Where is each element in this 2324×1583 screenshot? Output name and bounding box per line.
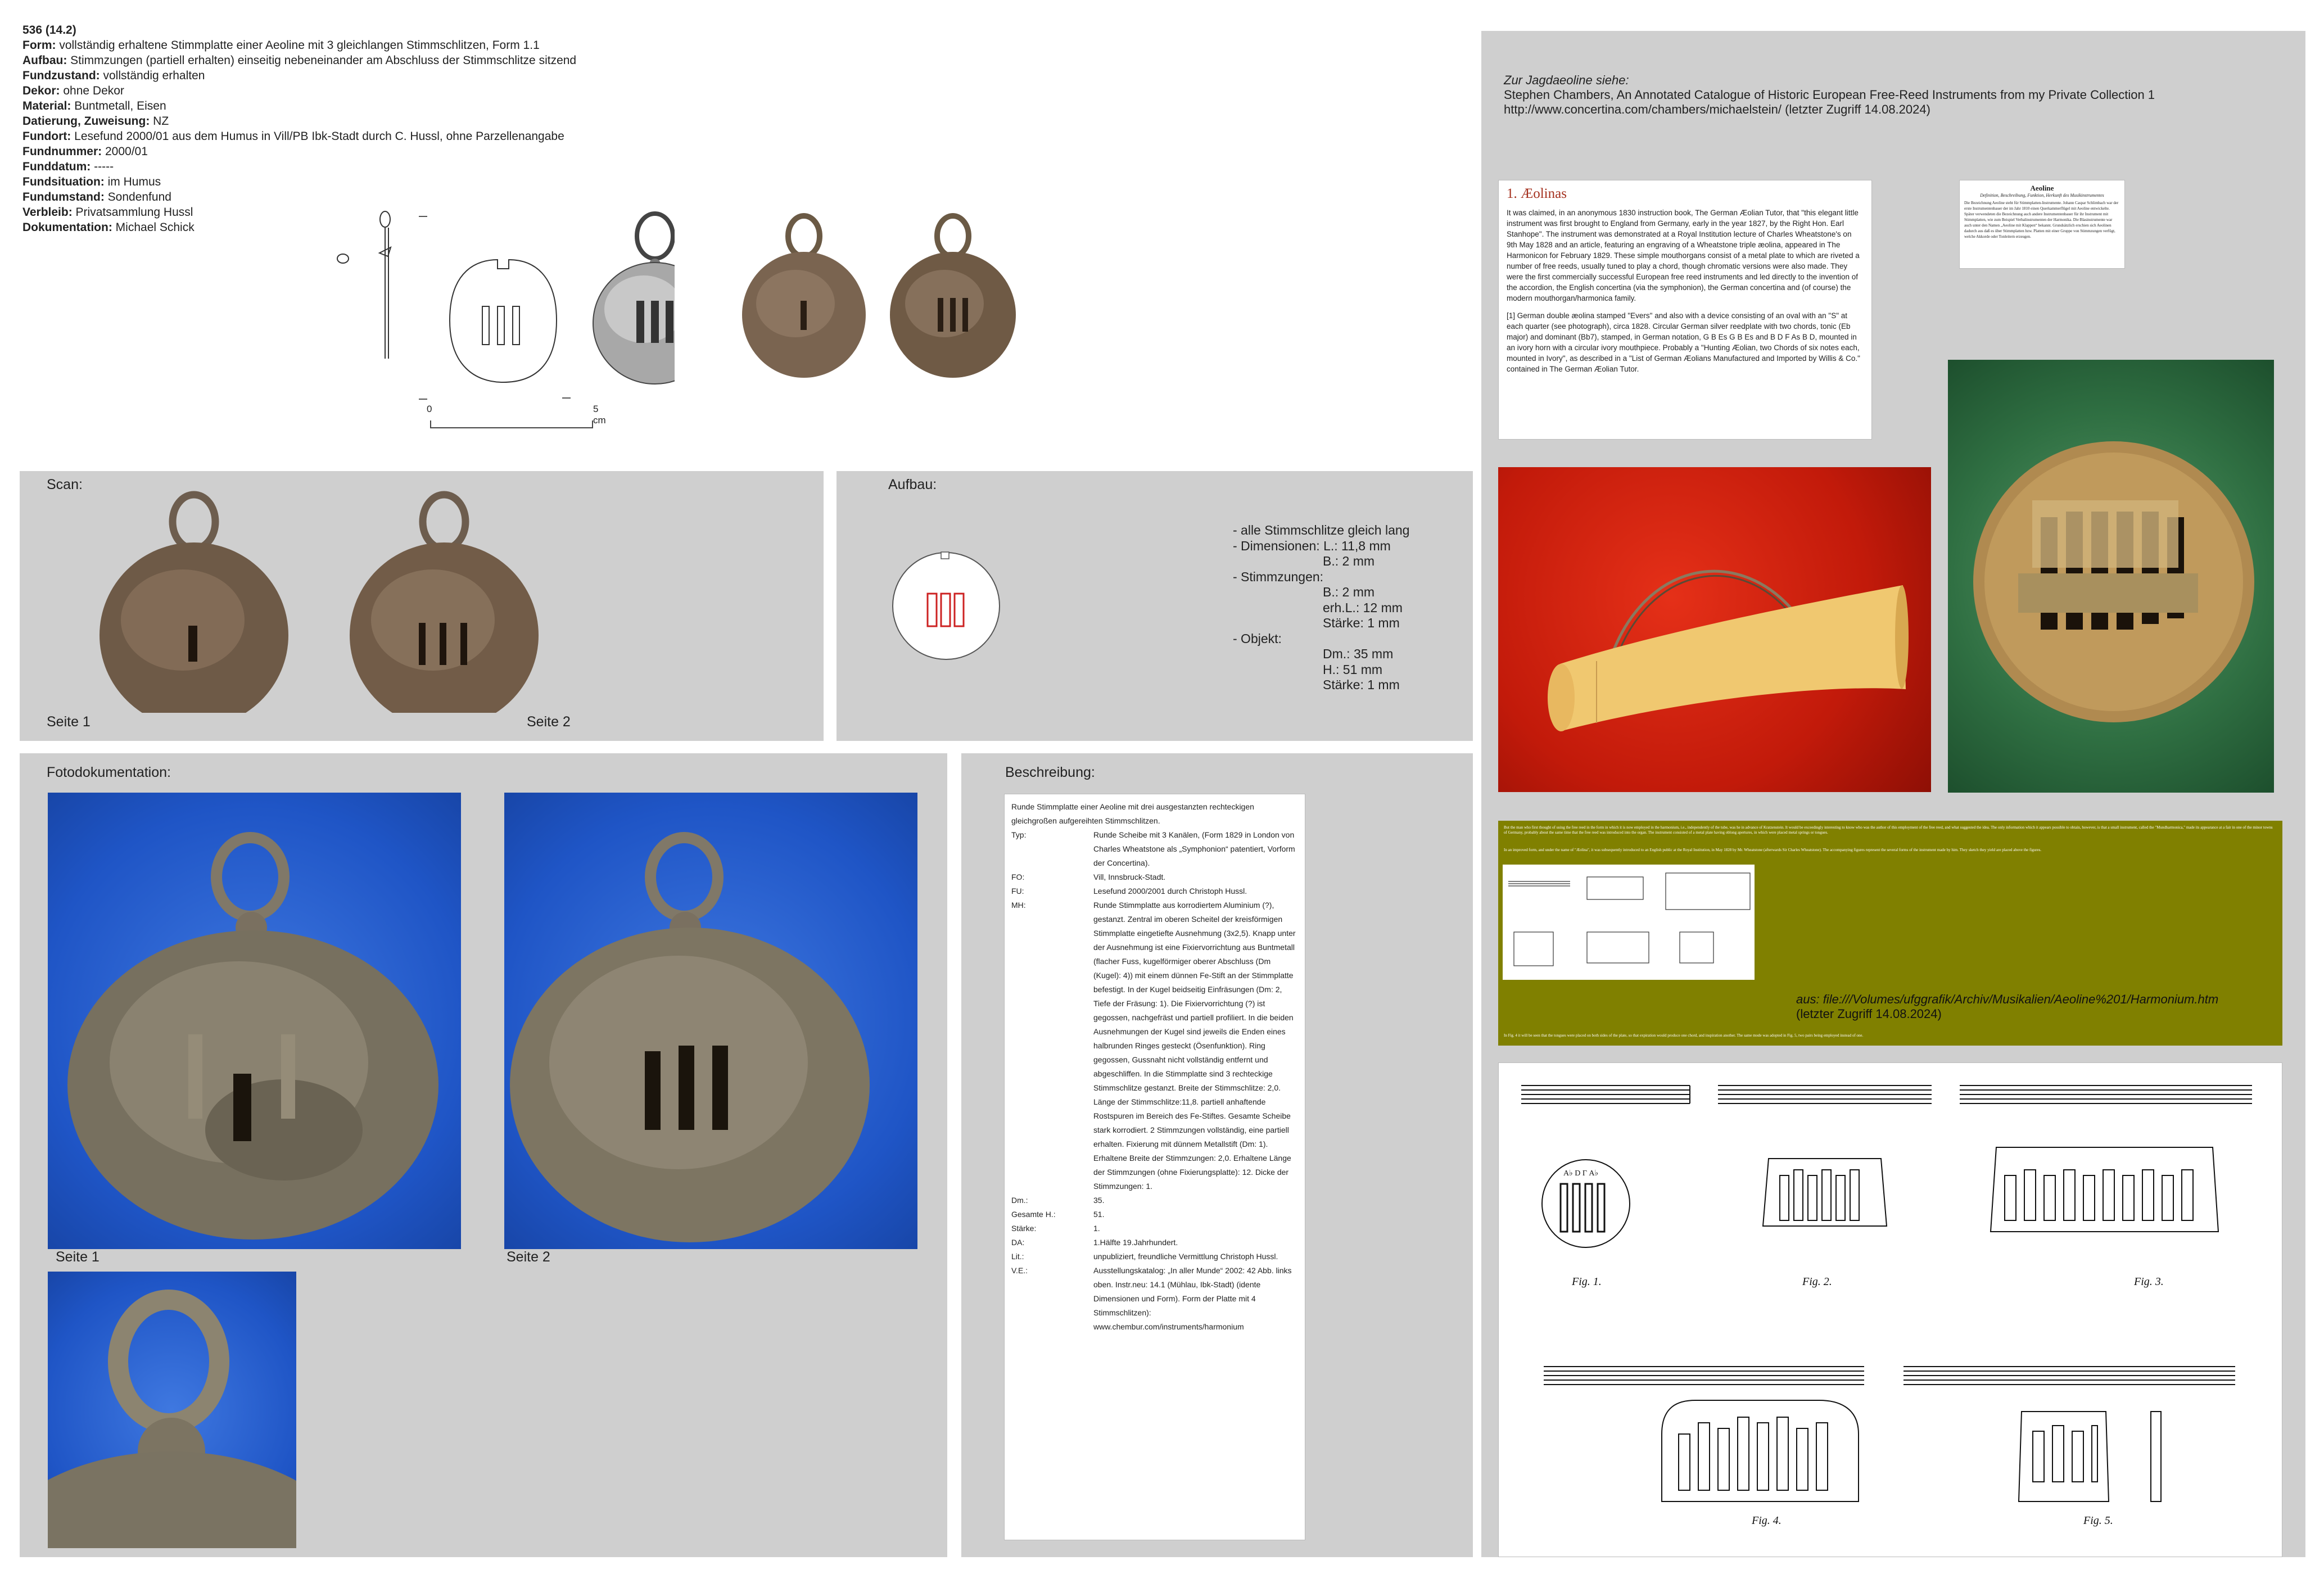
metadata-key: Material:: [22, 99, 75, 112]
harmonium-source-date: (letzter Zugriff 14.08.2024): [1796, 1007, 1942, 1021]
metadata-key: Funddatum:: [22, 160, 94, 173]
staff-5: [1903, 1367, 2235, 1385]
description-key: Dm.:: [1011, 1196, 1028, 1205]
figures-svg: [1499, 1063, 2283, 1558]
fig-4-drawing: [1662, 1400, 1859, 1501]
metadata-value: Stimmzungen (partiell erhalten) einseitig nebeneinander am Abschluss der Stimmschlitze sitzend: [70, 54, 577, 67]
metadata-key: Form:: [22, 39, 60, 52]
description-row: [1011, 1207, 1298, 1222]
description-value: 51.: [1093, 1210, 1105, 1219]
harmonium-excerpt: [1498, 821, 2282, 1046]
foto-side-2: Seite 2: [507, 1249, 550, 1265]
reference-heading: Zur Jagdaeoline siehe:: [1504, 73, 1629, 87]
harmonium-figures: [1503, 865, 1755, 980]
metadata-key: Fundnummer:: [22, 145, 105, 158]
description-row: [1011, 1236, 1298, 1250]
staff-1: [1521, 1086, 1690, 1103]
right-panel: [1481, 31, 2305, 1557]
aufbau-line: - alle Stimmschlitze gleich lang: [1233, 523, 1410, 537]
profile-drawing: [337, 211, 391, 359]
metadata-value: Lesefund 2000/01 aus dem Humus in Vill/PB Ibk-Stadt durch C. Hussl, ohne Parzellenangabe: [74, 130, 564, 143]
fig-2-drawing: [1763, 1159, 1887, 1226]
definition-body: Die Bezeichnung Aeoline steht für Stimmplatten-Instrumente. Johann Caspar Schlimbach war der erste Instrumentenbauer der im Jahr 1810 einen Querkammerflügel mit Aeoline entwickelte. Später verwendeten die Bezeichnung auch andere Instrumentenbauer für ihr Instrument mit Stimmplatten, wie zum Beispiel Verbalinstrumenten der Harmonika. Die Blasinstrumente war auch unter den Namen „Aeoline mit Klappen“ bekannt. Grundsätzlich erschien sich Aeolinen dadurch aus daß es über Stimmplatten bzw. Platten mit einer Gruppe von Stimmzungen verfügt, welche Akkorde oder Tonleitern erzeugen.: [1964, 201, 2119, 239]
photo-side-2: [504, 793, 917, 1249]
description-key: V.E.:: [1011, 1266, 1028, 1275]
metadata-value: Buntmetall, Eisen: [74, 99, 166, 112]
description-value: Ausstellungskatalog: „In aller Munde“ 2002: 42 Abb. links oben. Instr.neu: 14.1 (Mühlau, Ibk-Stadt) (idente Dimensionen und Form). Form der Platte mit 4 Stimmschlitzen): www.chembur.com/instruments/harmonium: [1093, 1266, 1292, 1331]
beschreibung-label: Beschreibung:: [1005, 765, 1095, 780]
description-row: [1011, 898, 1298, 1193]
beschreibung-card: [1004, 794, 1305, 1540]
description-row: [1011, 828, 1298, 870]
reference-url[interactable]: http://www.concertina.com/chambers/michaelstein/ (letzter Zugriff 14.08.2024): [1504, 102, 1930, 116]
description-value: 1.Hälfte 19.Jahrhundert.: [1093, 1238, 1178, 1247]
scale-bar: [427, 404, 610, 433]
scan-side-2: Seite 2: [527, 714, 571, 730]
metadata-key: Fundzustand:: [22, 69, 103, 82]
scan-coin-1: [100, 495, 288, 713]
description-key: FO:: [1011, 872, 1025, 881]
metadata-value: Michael Schick: [115, 221, 195, 234]
metadata-value: ohne Dekor: [63, 84, 124, 97]
drawings-strip: [326, 180, 675, 427]
description-key: Gesamte H.:: [1011, 1210, 1056, 1219]
photo-ivory-horn: [1498, 467, 1931, 792]
description-value: Runde Stimmplatte aus korrodiertem Aluminium (?), gestanzt. Zentral im oberen Scheitel der kreisförmigen Stimmplatte eingetiefte Ausnehmung (3x2,5). Knapp unter der Ausnehmung ist eine Fixiervorrichtung aus Buntmetall (flacher Fuss, kugelförmiger oberer Abschluss (Dm (Kugel): 4)) mit einem dünnen Fe-Stift an der Stimmplatte befestigt. In der Kugel beidseitig Einfräsungen (Dm: 2, Tiefe der Fräsung: 1). Die Fixiervorrichtung (?) ist gegossen, nachgefräst und partiell profiliert. In die beiden Ausnehmungen der Kugel sind jeweils die Enden eines halbrunden Ringes gesteckt (Ösenfunktion). Ring gegossen, Gussnaht nicht vollständig entfernt und abgeschliffen. In die Stimmplatte sind 3 rechteckige Stimmschlitze gestanzt. Breite der Stimmschlitze: 2,0. Länge der Stimmschlitze:11,8. partiell anhaftende Rostspuren im Bereich des Fe-Stiftes. Gesamte Scheibe stark korrodiert. 2 Stimmzungen vollständig, eine partiell erhalten. Fixierung mit dünnem Metallstift (Dm: 1). Erhaltene Breite der Stimmzungen: 2,0. Erhaltene Länge der Stimmzungen (ohne Fixierungsplatte): 12. Dicke der Stimmzungen: 1.: [1093, 901, 1296, 1191]
beschreibung-panel: [961, 753, 1473, 1557]
beschreibung-rows: [1011, 828, 1298, 1334]
metadata-key: Dokumentation:: [22, 221, 116, 234]
aufbau-line: Stärke: 1 mm: [1323, 677, 1400, 692]
description-row: [1011, 870, 1298, 884]
aeolinas-paragraph-1: It was claimed, in an anonymous 1830 instruction book, The German Æolian Tutor, that "this elegant little instrument was first brought to England from Germany, early in the year 1827, by the Right Hon. Earl Stanhope". The instrument was demonstrated at a Royal Institution lecture of Charles Wheatstone's on 9th May 1828 and an article, featuring an engraving of a Wheatstone triple æolina, appeared in The Harmonicon for February 1829. These simple mouthorgans consist of a metal plate to which are riveted a number of free reeds, usually tuned to play a chord, though chromatic versions were also made. They were the first commercially successful European free reed instruments and led directly to the invention of the accordion, the English concertina (via the symphonion), the German concertina and (of course) the modern mouthorgan/harmonica family.: [1507, 209, 1860, 302]
aeolinas-title: 1. Æolinas: [1507, 186, 1567, 201]
definition-title: Aeoline: [2030, 184, 2054, 192]
foto-panel: [20, 753, 947, 1557]
aufbau-line: Stärke: 1 mm: [1323, 616, 1400, 630]
fig-4-caption: Fig. 4.: [1752, 1514, 1782, 1527]
description-row: [1011, 1193, 1298, 1207]
description-value: 1.: [1093, 1224, 1100, 1233]
top-photo-coin-2: [890, 216, 1016, 378]
top-photo-coin-1: [742, 216, 866, 378]
aufbau-line: H.: 51 mm: [1323, 662, 1383, 677]
metadata-row: [22, 83, 669, 98]
metadata-value: Sondenfund: [107, 191, 171, 203]
description-key: FU:: [1011, 887, 1024, 895]
fig-1-letters: A♭ D Γ A♭: [1563, 1169, 1599, 1178]
aufbau-label: Aufbau:: [888, 477, 937, 492]
aufbau-line: erh.L.: 12 mm: [1323, 600, 1403, 615]
top-photos: [742, 208, 1034, 394]
staff-4: [1544, 1367, 1864, 1385]
aeoline-definition: [1959, 180, 2125, 269]
aufbau-line: - Stimmzungen:: [1233, 569, 1324, 584]
metadata-value: im Humus: [107, 175, 161, 188]
outline-drawing: [450, 260, 557, 382]
aeolinas-excerpt: [1498, 180, 1872, 440]
photo-detail: [48, 1272, 296, 1548]
aufbau-line: - Objekt:: [1233, 631, 1282, 646]
description-value: unpubliziert, freundliche Vermittlung Christoph Hussl.: [1093, 1252, 1278, 1261]
scan-coin-2: [350, 495, 539, 713]
metadata-row: [22, 53, 669, 68]
metadata-value: NZ: [153, 115, 169, 128]
description-key: Stärke:: [1011, 1224, 1037, 1233]
reference-block: [1504, 73, 2155, 117]
description-value: Lesefund 2000/2001 durch Christoph Hussl.: [1093, 887, 1247, 895]
fig-2-caption: Fig. 2.: [1802, 1276, 1832, 1288]
metadata-value: 2000/01: [105, 145, 148, 158]
definition-subtitle: Definition, Beschreibung, Funktion, Herkunft des Musikinstrumentes: [1980, 193, 2104, 198]
metadata-value: vollständig erhaltene Stimmplatte einer Aeoline mit 3 gleichlangen Stimmschlitzen, Form 1.1: [59, 39, 540, 52]
scan-images: [87, 488, 649, 713]
scan-label: Scan:: [47, 477, 83, 492]
metadata-row: [22, 38, 669, 53]
aufbau-panel: [837, 471, 1473, 741]
aufbau-line: Dm.: 35 mm: [1323, 646, 1394, 661]
harmonium-source-url[interactable]: aus: file:///Volumes/ufggrafik/Archiv/Musikalien/Aeoline%201/Harmonium.htm: [1796, 992, 2219, 1006]
description-value: 35.: [1093, 1196, 1105, 1205]
description-row: [1011, 884, 1298, 898]
description-row: [1011, 1222, 1298, 1236]
beschreibung-intro: Runde Stimmplatte einer Aeoline mit drei ausgestanzten rechteckigen gleichgroßen aufgereihten Stimmschlitzen.: [1011, 802, 1254, 825]
scan-panel: [20, 471, 824, 741]
foto-label: Fotodokumentation:: [47, 765, 171, 780]
aufbau-diagram: [887, 550, 1011, 662]
metadata-row: [22, 114, 669, 129]
description-key: Typ:: [1011, 830, 1027, 839]
harmonium-source: [1796, 992, 2218, 1007]
reference-line: Stephen Chambers, An Annotated Catalogue of Historic European Free-Reed Instruments from my Private Collection 1: [1504, 88, 2155, 102]
description-key: Lit.:: [1011, 1252, 1024, 1261]
metadata-row: [22, 129, 669, 144]
scale-five: 5 cm: [593, 404, 606, 426]
description-value: Vill, Innsbruck-Stadt.: [1093, 872, 1166, 881]
staff-3: [1960, 1086, 2252, 1103]
aufbau-text: [1233, 523, 1409, 693]
staff-2: [1718, 1086, 1932, 1103]
aufbau-line: B.: 2 mm: [1323, 554, 1375, 568]
description-row: [1011, 1264, 1298, 1334]
scan-side-1: Seite 1: [47, 714, 91, 730]
fig-5-caption: Fig. 5.: [2083, 1514, 2113, 1527]
fig-3-caption: Fig. 3.: [2134, 1276, 2164, 1288]
aeolinas-paragraph-2: [1] German double æolina stamped "Evers" and also with a device consisting of an oval with an "S" at each quarter (see photograph), circa 1828. Circular German silver reedplate with two chords, tonic (Eb major) and dominant (Bb7), stamped, in German notation, G B Es G B Es and B D F As B D, mounted in an ivory horn with a circular ivory mouthpiece. Probably a "Hunting Æolian, two Chords of six notes each, mounted in Ivory", as described in a "List of German Æolians Manufactured and Imported by Willis & Co." contained in The German Æolian Tutor.: [1507, 311, 1860, 373]
wheatstone-figures: [1498, 1062, 2282, 1557]
metadata-key: Dekor:: [22, 84, 64, 97]
metadata-key: Fundort:: [22, 130, 75, 143]
metadata-row: [22, 144, 669, 159]
metadata-row: [22, 68, 669, 83]
harmonium-caption: In Fig. 4 it will be seen that the tongues were placed on both sides of the plate, so that expiration would produce one chord, and inspiration another. The same mode was adopted in Fig. 5, two pairs being employed instead of one.: [1504, 1033, 1864, 1038]
description-key: DA:: [1011, 1238, 1025, 1247]
description-value: Runde Scheibe mit 3 Kanälen, (Form 1829 in London von Charles Wheatstone als „Symphonion“ patentiert, Vorform der Concertina).: [1093, 830, 1295, 867]
metadata-key: Fundsituation:: [22, 175, 108, 188]
photo-side-1: [48, 793, 461, 1249]
metadata-key: Verbleib:: [22, 206, 76, 219]
metadata-key: Fundumstand:: [22, 191, 108, 203]
fig-1-caption: Fig. 1.: [1572, 1276, 1602, 1288]
foto-side-1: Seite 1: [56, 1249, 100, 1265]
object-number: 536 (14.2): [22, 24, 76, 37]
shaded-drawing: [593, 214, 675, 384]
metadata-key: Datierung, Zuweisung:: [22, 115, 153, 128]
metadata-value: -----: [94, 160, 114, 173]
metadata-row: [22, 98, 669, 114]
metadata-row: [22, 159, 669, 174]
description-row: [1011, 1250, 1298, 1264]
scale-zero: 0: [427, 404, 432, 414]
aufbau-line: - Dimensionen: L.: 11,8 mm: [1233, 538, 1391, 553]
harmonium-text-2: In an improved form, and under the name of "Æolina", it was subsequently introduced to an English public at the Royal Institution, in May 1828 by Mr. Wheatstone (afterwards Sir Charles Wheatstone). The accompanying figures represent the several forms of the instrument made by him. They sketch they yield are placed above the figures.: [1504, 848, 2042, 852]
aufbau-line: B.: 2 mm: [1323, 585, 1375, 599]
metadata-key: Aufbau:: [22, 54, 71, 67]
harmonium-text: But the man who first thought of using the free reed in the form in which it is now employed in the harmonium, i.e., independently of the tube, was he in advance of Kratzenstein. It would be exceedingly interesting to know who was the author of this employment of the free reed, and what suggested the idea. The only information which it appears possible to obtain, however, is that a small instrument, called the "Mundharmonica," made its appearance at a fair in one of the minor towns of Germany, probably about the same time that the free reed was introduced into the organ. The instrument consisted of a metal plate having oblong apertures, in which were placed metal springs or tongues.: [1504, 825, 2273, 835]
metadata-value: Privatsammlung Hussl: [75, 206, 193, 219]
photo-reedplate: [1948, 360, 2274, 793]
metadata-value: vollständig erhalten: [103, 69, 205, 82]
description-key: MH:: [1011, 901, 1026, 910]
